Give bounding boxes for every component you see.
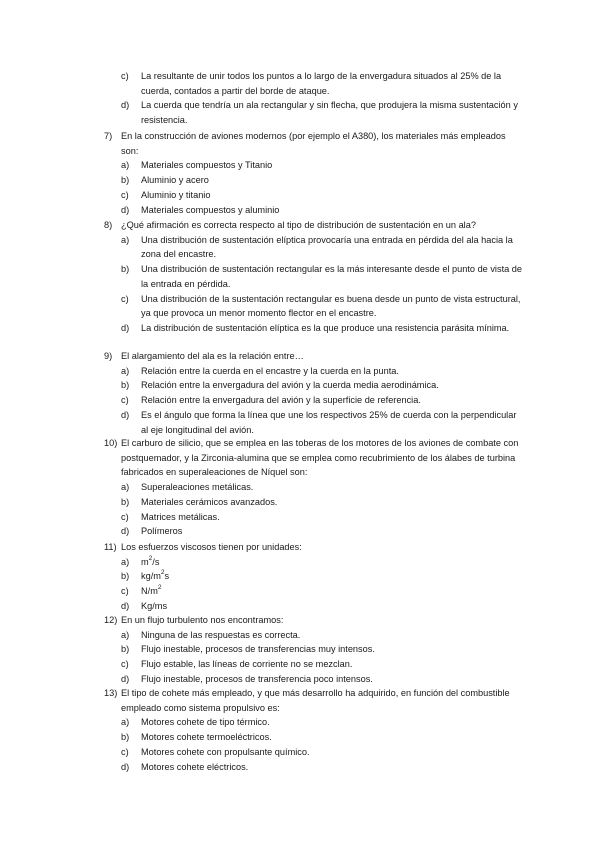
option-b — [121, 569, 524, 584]
option-d — [121, 672, 524, 687]
question-12 — [104, 613, 524, 687]
option-letter: a) — [121, 629, 130, 640]
option-letter: b) — [121, 644, 130, 655]
option-c — [121, 657, 524, 672]
option-a — [121, 233, 524, 262]
question-9 — [104, 349, 524, 437]
question-number: 13) — [104, 688, 118, 698]
option-text: Es el ángulo que forma la línea que une los respectivos 25% de cuerda con la perpendicular al eje longitudinal del avión. — [141, 409, 517, 435]
question-number: 8) — [104, 220, 113, 230]
option-b — [121, 262, 524, 291]
unit-exponent: 2 — [160, 569, 165, 577]
option-c — [121, 188, 524, 203]
question-number: 9) — [104, 351, 113, 361]
option-letter: c) — [121, 746, 129, 757]
option-text: Aluminio y acero — [141, 175, 209, 186]
option-b — [121, 730, 524, 745]
unit-base: m — [141, 556, 149, 567]
option-b — [121, 642, 524, 657]
option-c — [121, 393, 524, 408]
option-letter: b) — [121, 380, 130, 391]
unit-exponent: 2 — [148, 554, 153, 562]
option-text: Relación entre la envergadura del avión y la superficie de referencia. — [141, 395, 421, 406]
option-a — [121, 715, 524, 730]
option-text — [141, 599, 524, 614]
option-text: La distribución de sustentación elíptica es la que produce una resistencia parásita mínima. — [141, 322, 510, 333]
option-d — [121, 321, 524, 336]
question-text: El carburo de silicio, que se emplea en las toberas de los motores de los aviones de combate con postquemador, y la Zirconia-alumina que se emplea como recubrimiento de los álabes de turbina fabricados en superaleaciones de Níquel son: — [121, 438, 519, 478]
option-text: Flujo estable, las líneas de corriente no se mezclan. — [141, 659, 353, 670]
unit-rest: s — [164, 571, 170, 582]
question-text: En la construcción de aviones modernos (por ejemplo el A380), los materiales más empleados son: — [121, 131, 506, 156]
continuation-block — [104, 69, 524, 128]
option-letter: b) — [121, 571, 130, 582]
option-letter: a) — [121, 234, 130, 245]
option-d — [121, 98, 524, 127]
option-text: Relación entre la cuerda en el encastre y la cuerda en la punta. — [141, 365, 399, 376]
option-b — [121, 495, 524, 510]
option-text: La resultante de unir todos los puntos a lo largo de la envergadura situados al 25% de la cuerda, contados a partir del borde de ataque. — [141, 71, 502, 96]
option-letter: d) — [121, 526, 130, 537]
option-letter: a) — [121, 556, 130, 567]
option-letter: d) — [121, 673, 130, 684]
option-letter: d) — [121, 322, 130, 333]
option-letter: d) — [121, 409, 130, 420]
question-10 — [104, 436, 524, 539]
option-c — [121, 745, 524, 760]
question-7 — [104, 129, 524, 217]
option-text: Una distribución de la sustentación rectangular es buena desde un punto de vista estructural, ya que provoca un menor momento flector en el encastre. — [141, 293, 521, 319]
option-text: Motores cohete termoeléctricos. — [141, 732, 272, 743]
option-text: Una distribución de sustentación rectangular es la más interesante desde el punto de vista de la entrada en pérdida. — [141, 264, 523, 289]
option-text: Flujo inestable, procesos de transferencias muy intensos. — [141, 644, 375, 655]
option-letter: c) — [121, 395, 129, 406]
question-text: El tipo de cohete más empleado, y que más desarrollo ha adquirido, en función del combustible empleado como sistema propulsivo es: — [121, 688, 510, 713]
option-letter: a) — [121, 717, 130, 728]
option-text: Matrices metálicas. — [141, 511, 220, 522]
unit-base: Kg/ms — [141, 600, 168, 611]
option-d — [121, 203, 524, 218]
option-text: Motores cohete con propulsante químico. — [141, 746, 310, 757]
option-text: Ninguna de las respuestas es correcta. — [141, 629, 301, 640]
option-text: Superaleaciones metálicas. — [141, 482, 254, 493]
option-letter: d) — [121, 204, 130, 215]
question-number: 10) — [104, 438, 118, 448]
option-letter: a) — [121, 482, 130, 493]
option-text — [141, 584, 524, 599]
option-letter: c) — [121, 659, 129, 670]
option-letter: b) — [121, 496, 130, 507]
option-text: Flujo inestable, procesos de transferencia poco intensos. — [141, 673, 373, 684]
question-text: ¿Qué afirmación es correcta respecto al tipo de distribución de sustentación en un ala? — [121, 220, 476, 230]
question-11 — [104, 540, 524, 614]
option-text — [141, 569, 524, 584]
option-a — [121, 480, 524, 495]
unit-base: N/m — [141, 586, 158, 597]
option-a — [121, 555, 524, 570]
question-8 — [104, 218, 524, 336]
question-text: El alargamiento del ala es la relación entre… — [121, 351, 304, 361]
option-letter: c) — [121, 71, 129, 81]
option-letter: a) — [121, 365, 130, 376]
option-a — [121, 364, 524, 379]
option-text: Relación entre la envergadura del avión y la cuerda media aerodinámica. — [141, 380, 439, 391]
option-text: La cuerda que tendría un ala rectangular y sin flecha, que produjera la misma sustentación y resistencia. — [141, 100, 518, 126]
option-letter: d) — [121, 600, 130, 611]
question-number: 12) — [104, 615, 118, 625]
unit-exponent: 2 — [157, 584, 162, 592]
option-text: Polímeros — [141, 526, 183, 537]
option-letter: b) — [121, 175, 130, 186]
option-text: Motores cohete eléctricos. — [141, 761, 249, 772]
option-letter: a) — [121, 160, 130, 171]
question-number: 11) — [104, 542, 117, 552]
option-letter: d) — [121, 761, 130, 772]
option-text: Aluminio y titanio — [141, 189, 211, 200]
option-letter: d) — [121, 100, 130, 111]
option-a — [121, 158, 524, 173]
option-c — [121, 292, 524, 321]
option-letter: c) — [121, 586, 129, 597]
option-c — [121, 69, 524, 98]
option-text: Materiales compuestos y Titanio — [141, 160, 273, 171]
option-d — [121, 760, 524, 775]
question-13 — [104, 686, 524, 774]
option-c — [121, 584, 524, 599]
question-text: Los esfuerzos viscosos tienen por unidades: — [121, 542, 302, 552]
question-number: 7) — [104, 131, 113, 141]
option-text: Materiales cerámicos avanzados. — [141, 496, 278, 507]
option-letter: b) — [121, 732, 130, 743]
question-text: En un flujo turbulento nos encontramos: — [121, 615, 284, 625]
option-text — [141, 555, 524, 570]
option-b — [121, 173, 524, 188]
option-text: Motores cohete de tipo térmico. — [141, 717, 270, 728]
option-d — [121, 408, 524, 437]
option-c — [121, 510, 524, 525]
option-letter: c) — [121, 511, 129, 522]
option-letter: b) — [121, 264, 130, 275]
option-a — [121, 628, 524, 643]
option-b — [121, 378, 524, 393]
option-letter: c) — [121, 293, 129, 304]
option-d — [121, 524, 524, 539]
unit-base: kg/m — [141, 571, 161, 582]
option-text: Materiales compuestos y aluminio — [141, 204, 280, 215]
option-letter: c) — [121, 189, 129, 200]
unit-rest: /s — [152, 556, 160, 567]
option-text: Una distribución de sustentación elíptica provocaría una entrada en pérdida del ala hacia la zona del encastre. — [141, 234, 513, 260]
option-d — [121, 599, 524, 614]
